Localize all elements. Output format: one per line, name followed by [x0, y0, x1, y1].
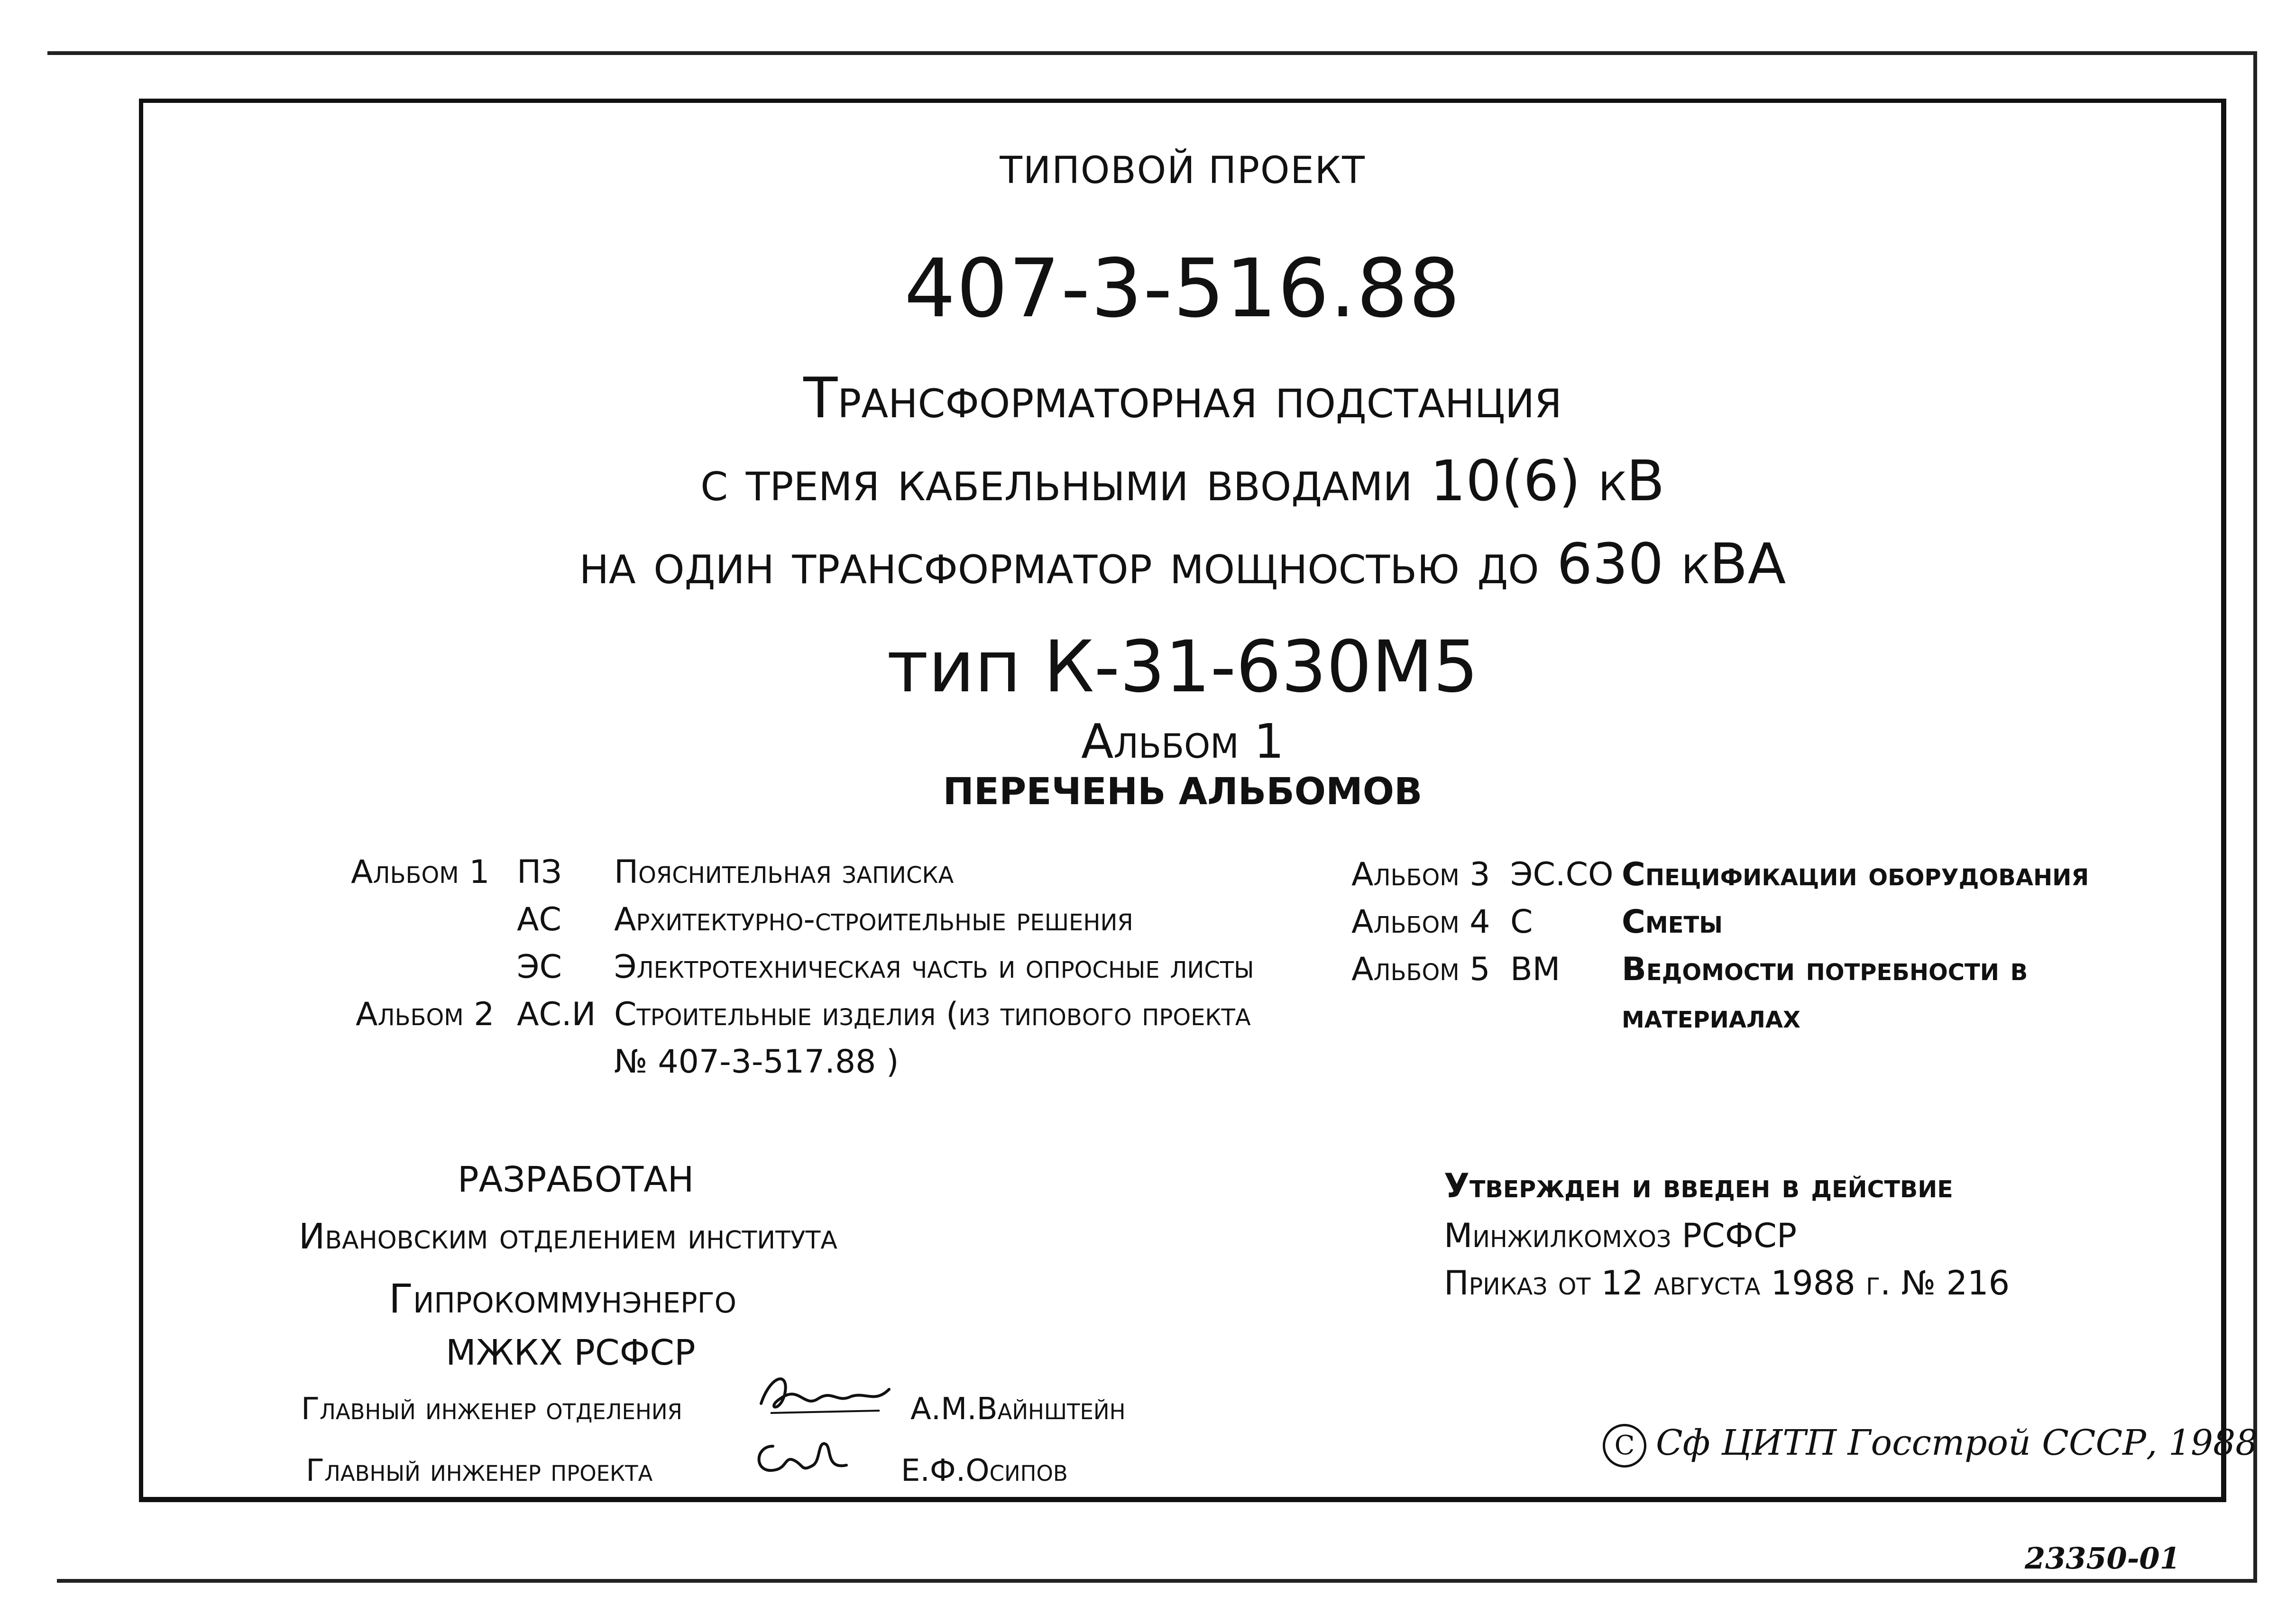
title-line-3: на один трансформатор мощностью до 630 кВА [579, 531, 1786, 596]
list-item-code: АС [517, 901, 561, 938]
developed-label: РАЗРАБОТАН [458, 1159, 694, 1200]
list-item-code: ЭС.СО [1510, 856, 1614, 893]
institute-name: Гипрокоммунэнерго [389, 1275, 737, 1322]
list-item-code: ПЗ [517, 853, 562, 891]
list-item-code: АС.И [517, 996, 596, 1033]
list-item-desc: Архитектурно-строительные решения [614, 901, 1133, 938]
list-item-code: С [1510, 903, 1533, 941]
list-item-desc: Спецификации оборудования [1622, 856, 2089, 893]
list-item-desc: Электротехническая часть и опросные листы [614, 948, 1254, 986]
signature-name: А.М.Вайнштейн [910, 1392, 1126, 1427]
outer-frame-bottom-line [57, 1579, 2257, 1583]
approval-line-3: Приказ от 12 августа 1988 г. № 216 [1444, 1264, 2010, 1303]
signature-role: Главный инженер отделения [301, 1392, 682, 1427]
developer-line: Ивановским отделением института [299, 1216, 837, 1257]
list-item-album: Альбом 5 [1351, 951, 1490, 988]
list-item-album: Альбом 1 [351, 853, 490, 891]
approval-line-1: Утвержден и введен в действие [1444, 1166, 1953, 1205]
stamp-text: Сф ЦИТП Госстрой СССР, 1988 [1656, 1422, 2258, 1463]
list-item-desc: материалах [1622, 998, 1800, 1036]
signature-role: Главный инженер проекта [306, 1453, 653, 1488]
ministry-name: МЖКХ РСФСР [446, 1332, 696, 1373]
signature-name: Е.Ф.Осипов [901, 1453, 1068, 1488]
list-item-desc: Сметы [1622, 903, 1723, 941]
list-item-album: Альбом 2 [356, 996, 495, 1033]
title-line-2: с тремя кабельными вводами 10(6) кВ [700, 448, 1665, 514]
list-item-code: ВМ [1510, 951, 1561, 988]
signature-image [752, 1366, 894, 1427]
approval-line-2: Минжилкомхоз РСФСР [1444, 1216, 1797, 1255]
list-item-album: Альбом 4 [1351, 903, 1490, 941]
signature-image [749, 1432, 854, 1484]
list-item-desc: Строительные изделия (из типового проекта [614, 996, 1251, 1033]
sheet-number: 23350-01 [2025, 1541, 2180, 1576]
list-item-desc: Ведомости потребности в [1622, 951, 2028, 988]
list-item-code: ЭС [517, 948, 562, 986]
outer-frame-right-line [2253, 51, 2257, 1583]
album-list-title: ПЕРЕЧЕНЬ АЛЬБОМОВ [943, 771, 1423, 813]
substation-type: тип К-31-630М5 [887, 626, 1479, 708]
copyright-stamp [1603, 1422, 2258, 1468]
outer-frame-top-line [47, 51, 2257, 55]
project-number: 407-3-516.88 [904, 242, 1461, 336]
project-type: ТИПОВОЙ ПРОЕКТ [1000, 149, 1366, 192]
title-line-1: Трансформаторная подстанция [803, 365, 1562, 431]
copyright-icon: С [1603, 1424, 1646, 1468]
list-item-album: Альбом 3 [1351, 856, 1490, 893]
list-item-desc: № 407-3-517.88 ) [614, 1043, 899, 1081]
album-heading: Альбом 1 [1081, 714, 1284, 769]
list-item-desc: Пояснительная записка [614, 853, 954, 891]
